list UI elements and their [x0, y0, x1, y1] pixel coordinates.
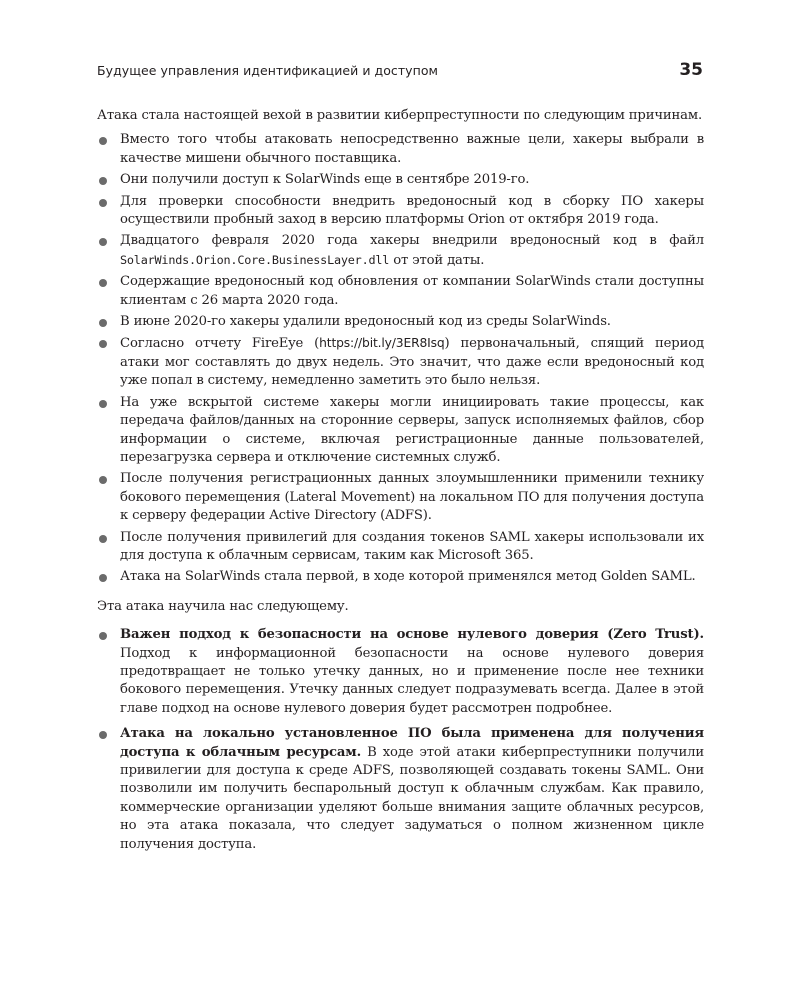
list-item-text: На уже вскрытой системе хакеры могли инициировать такие процессы, как передача файлов/данных на сторонние серверы, запуск исполняемых файлов, сбор информации о системе, включая регистрационные данные пользователей, перезагрузка сервера и отключение системных служб.: [120, 394, 704, 465]
fireeye-report-link[interactable]: https://bit.ly/3ER8Isq: [319, 336, 445, 351]
list-item-text: После получения регистрационных данных злоумышленники применили технику бокового перемещения (Lateral Movement) на локальном ПО для получения доступа к серверу федерации Active Directory (ADFS).: [120, 471, 704, 524]
bullet-icon: [99, 574, 107, 582]
list-item-text: ) первоначальный, спящий период атаки мог составлять до двух недель. Это значит, что даже если вредоносный код уже попал в систему, немедленно заметить это было нельзя.: [120, 336, 704, 389]
list-item: [97, 171, 704, 189]
list-item-text: Вместо того чтобы атаковать непосредственно важные цели, хакеры выбрали в качестве мишени обычного поставщика.: [120, 132, 704, 166]
list-item: [97, 568, 704, 586]
reasons-list: [97, 131, 704, 586]
bullet-icon: [99, 340, 107, 348]
list-item: [97, 313, 704, 331]
list-item: [97, 529, 704, 566]
bullet-icon: [99, 535, 107, 543]
list-item-text: Атака на SolarWinds стала первой, в ходе которой применялся метод Golden SAML.: [120, 569, 696, 585]
bullet-icon: [99, 199, 107, 207]
bullet-icon: [99, 400, 107, 408]
lesson-heading: Важен подход к безопасности на основе нулевого доверия (Zero Trust).: [120, 627, 704, 643]
list-item-text: В июне 2020-го хакеры удалили вредоносный код из среды SolarWinds.: [120, 314, 611, 330]
bullet-icon: [99, 238, 107, 246]
list-item-text: Для проверки способности внедрить вредоносный код в сборку ПО хакеры осуществили пробный заход в версию платформы Orion от октября 2019 года.: [120, 193, 704, 228]
list-item: [97, 193, 704, 230]
list-item: [97, 470, 704, 525]
page-body: [97, 107, 704, 861]
list-item: [97, 394, 704, 468]
bullet-icon: [99, 731, 107, 739]
intro-paragraph: Атака стала настоящей вехой в развитии киберпреступности по следующим причинам.: [97, 108, 703, 123]
lesson-text: Подход к информационной безопасности на основе нулевого доверия предотвращает не только утечку данных, но и применение после нее техники бокового перемещения. Утечку данных следует подразумевать всегда. Далее в этой главе подход на основе нулевого доверия будет рассмотрен подробнее.: [120, 645, 704, 716]
bullet-icon: [99, 476, 107, 484]
lesson-text: В ходе этой атаки киберпреступники получили привилегии для доступа к среде ADFS, позволяющей создавать токены SAML. Они позволили им получить беспарольный доступ к облачным службам. Как правило, коммерческие организации уделяют больше внимания защите облачных ресурсов, но эта атака показала, что следует задуматься о полном жизненном цикле получения доступа.: [120, 744, 704, 852]
list-item-text: Согласно отчету FireEye (: [120, 336, 320, 352]
lessons-intro-paragraph: Эта атака научила нас следующему.: [97, 598, 349, 614]
list-item: [97, 273, 704, 310]
list-item: [97, 626, 704, 718]
list-item-text: Они получили доступ к SolarWinds еще в сентябре 2019-го.: [120, 172, 530, 188]
lesson-heading: Атака на локально установленное ПО была применена для получения доступа к облачным ресурсам.: [120, 726, 704, 760]
bullet-icon: [99, 632, 107, 640]
list-item-text: После получения привилегий для создания токенов SAML хакеры использовали их для доступа к облачным сервисам, таким как Microsoft 365.: [120, 529, 704, 563]
bullet-icon: [99, 177, 107, 185]
list-item: [97, 232, 704, 270]
bullet-icon: [99, 279, 107, 287]
page-number: 35: [679, 60, 703, 80]
bullet-icon: [99, 319, 107, 327]
list-item: [97, 334, 704, 390]
lessons-list: [97, 626, 704, 854]
dll-filename: SolarWinds.Orion.Core.BusinessLayer.dll: [120, 252, 390, 267]
list-item: [97, 131, 704, 168]
page-header: [97, 60, 703, 86]
running-header-title: Будущее управления идентификацией и доступом: [97, 63, 439, 78]
list-item: [97, 725, 704, 854]
list-item-text: от этой даты.: [389, 252, 485, 268]
bullet-icon: [99, 137, 107, 145]
list-item-text: Содержащие вредоносный код обновления от компании SolarWinds стали доступны клиентам с 26 марта 2020 года.: [120, 274, 704, 308]
list-item-text: Двадцатого февраля 2020 года хакеры внедрили вредоносный код в файл: [120, 233, 704, 249]
